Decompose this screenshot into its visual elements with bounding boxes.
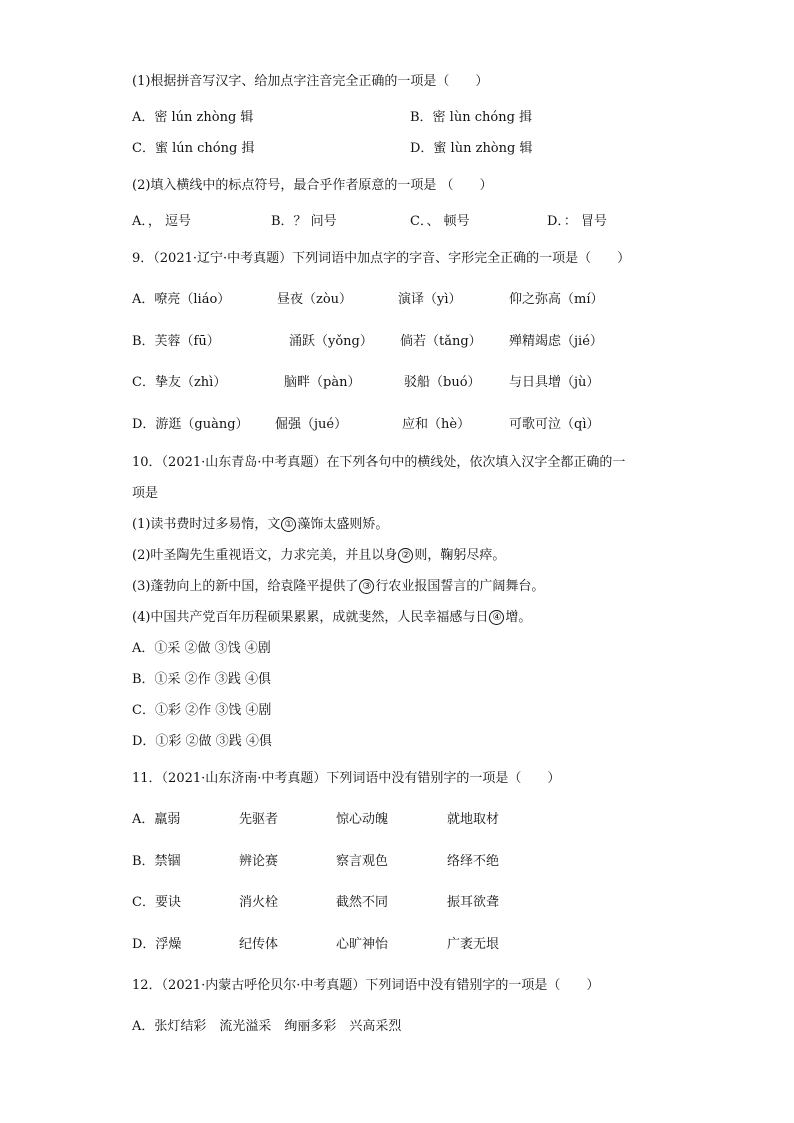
- q8-sub2-option-a: A．， 逗号: [132, 214, 192, 229]
- q10-sentence-3: (3)蓬勃向上的新中国，给袁隆平提供了 ③ 行农业报国誓言的广阔舞台。: [132, 579, 545, 594]
- q11-d-4: 广袤无垠: [447, 937, 500, 952]
- q11-b-3: 察言观色: [336, 854, 389, 869]
- blank-marker-4: ④: [489, 610, 504, 625]
- q9-d-3: 应和（hè）: [402, 417, 471, 432]
- q9-d-1: D．游逛（guàng）: [132, 417, 249, 432]
- q9-c-2: 脑畔（pàn）: [284, 375, 361, 390]
- q10-sentence-1: (1)读书费时过多易惰，文 ① 藻饰太盛则矫。: [132, 517, 389, 532]
- q8-sub1-stem: (1)根据拼音写汉字、给加点字注音完全正确的一项是（ ）: [132, 74, 489, 89]
- q9-stem: 9．（2021·辽宁·中考真题）下列词语中加点字的字音、字形完全正确的一项是（ ）: [132, 251, 631, 266]
- q10-option-c: C．①彩 ②作 ③饯 ④剧: [132, 703, 272, 718]
- q12-stem: 12．（2021·内蒙古呼伦贝尔·中考真题）下列词语中没有错别字的一项是（ ）: [132, 978, 600, 993]
- q10-option-b: B．①采 ②作 ③践 ④俱: [132, 672, 271, 687]
- q8-sub2-option-d: D．： 冒号: [547, 214, 608, 229]
- q8-sub2-stem: (2)填入横线中的标点符号，最合乎作者原意的一项是 （ ）: [132, 178, 493, 193]
- q11-b-1: B．禁锢: [132, 854, 181, 869]
- q8-sub1-option-d: D．蜜 lùn zhòng 辑: [410, 141, 533, 156]
- q8-sub1-option-a: A．密 lún zhòng 辑: [132, 110, 254, 125]
- q9-a-1: A．嘹亮（liáo）: [132, 292, 231, 307]
- blank-marker-3: ③: [359, 579, 374, 594]
- q9-a-3: 演译（yì）: [398, 292, 462, 307]
- q9-b-1: B．芙蓉（fū）: [132, 334, 220, 349]
- q10-option-a: A．①采 ②做 ③饯 ④剧: [132, 641, 271, 656]
- q9-a-2: 昼夜（zòu）: [277, 292, 353, 307]
- q11-a-3: 惊心动魄: [336, 812, 389, 827]
- q11-a-4: 就地取材: [447, 812, 500, 827]
- blank-marker-2: ②: [398, 548, 413, 563]
- q11-c-4: 振耳欲聋: [447, 895, 500, 910]
- q9-a-4: 仰之弥高（mí）: [509, 292, 604, 307]
- q8-sub1-option-b: B．密 lùn chóng 揖: [410, 110, 533, 125]
- q8-sub1-option-c: C．蜜 lún chóng 揖: [132, 141, 255, 156]
- q10-stem-line1: 10．（2021·山东青岛·中考真题）在下列各句中的横线处，依次填入汉字全都正确的一: [132, 455, 626, 470]
- q8-sub2-option-c: C．、 顿号: [410, 214, 470, 229]
- q11-a-2: 先驱者: [239, 812, 279, 827]
- q11-a-1: A．羸弱: [132, 812, 181, 827]
- q12-option-a: A．张灯结彩 流光溢采 绚丽多彩 兴高采烈: [132, 1019, 402, 1034]
- q11-b-2: 辨论赛: [239, 854, 279, 869]
- q8-sub2-option-b: B．？ 问号: [271, 214, 337, 229]
- q9-d-2: 倔强（jué）: [275, 417, 348, 432]
- blank-marker-1: ①: [281, 517, 296, 532]
- q10-sentence-4: (4)中国共产党百年历程硕果累累，成就斐然，人民幸福感与日 ④ 增。: [132, 610, 532, 625]
- q11-d-3: 心旷神怡: [336, 937, 389, 952]
- q9-b-3: 倘若（tǎng）: [400, 334, 482, 349]
- q11-b-4: 络绎不绝: [447, 854, 500, 869]
- q10-stem-line2: 项是: [132, 486, 159, 501]
- q9-c-4: 与日具增（jù）: [509, 375, 600, 390]
- q10-sentence-2: (2)叶圣陶先生重视语文，力求完美，并且以身 ② 则，鞠躬尽瘁。: [132, 548, 506, 563]
- q9-b-4: 殚精竭虑（jié）: [509, 334, 603, 349]
- q11-d-1: D．浮燥: [132, 937, 182, 952]
- q11-c-1: C．要诀: [132, 895, 181, 910]
- q11-c-2: 消火栓: [239, 895, 279, 910]
- q11-c-3: 截然不同: [336, 895, 389, 910]
- q11-d-2: 纪传体: [239, 937, 279, 952]
- q11-stem: 11．（2021·山东济南·中考真题）下列词语中没有错别字的一项是（ ）: [132, 771, 561, 786]
- q9-d-4: 可歌可泣（qì）: [509, 417, 600, 432]
- q9-c-1: C．挚友（zhì）: [132, 375, 227, 390]
- q9-b-2: 涌跃（yǒng）: [289, 334, 373, 349]
- q10-option-d: D．①彩 ②做 ③践 ④俱: [132, 734, 272, 749]
- q9-c-3: 驳船（buó）: [404, 375, 481, 390]
